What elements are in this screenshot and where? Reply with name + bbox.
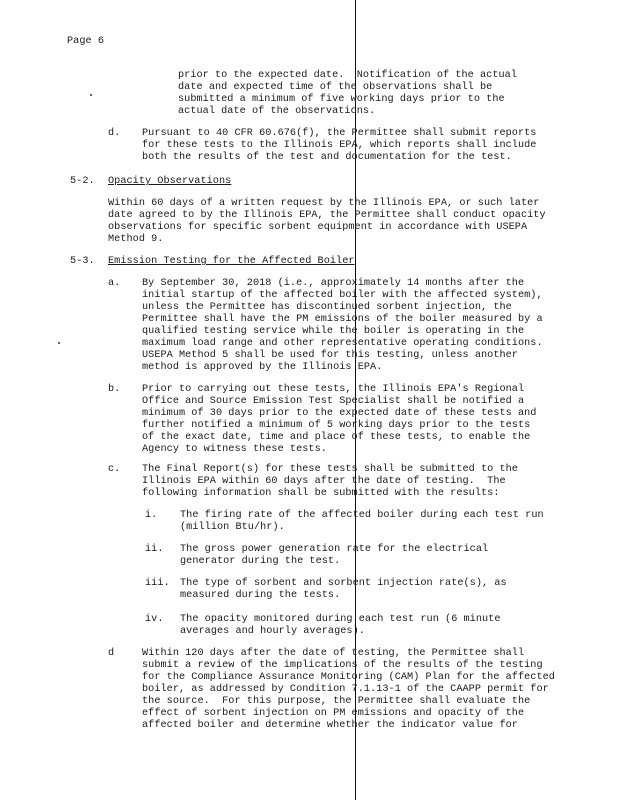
page-number: Page 6 — [67, 36, 104, 47]
text-line: Method 9. — [108, 234, 164, 245]
section-heading: Emission Testing for the Affected Boiler — [108, 256, 355, 267]
text-line: Pursuant to 40 CFR 60.676(f), the Permittee shall submit reports — [142, 128, 537, 139]
text-line: The type of sorbent and sorbent injection rate(s), as — [180, 578, 507, 589]
text-line: the source. For this purpose, the Permittee shall evaluate the — [142, 696, 531, 707]
text-line: initial startup of the affected boiler with the affected system), — [142, 290, 543, 301]
text-line: Agency to witness these tests. — [142, 444, 327, 455]
text-line: Office and Source Emission Test Specialist shall be notified a — [142, 396, 525, 407]
text-line: minimum of 30 days prior to the expected date of these tests and — [142, 408, 537, 419]
text-line: (million Btu/hr). — [180, 522, 285, 533]
item-marker: d. — [108, 128, 121, 139]
text-line: submitted a minimum of five working days prior to the — [178, 94, 505, 105]
scan-speck — [90, 94, 92, 96]
scan-speck — [58, 342, 60, 344]
text-line: effect of sorbent injection on PM emissions and opacity of the — [142, 708, 525, 719]
text-line: following information shall be submitted with the results: — [142, 488, 500, 499]
text-line: unless the Permittee has discontinued sorbent injection, the — [142, 302, 512, 313]
item-marker: d — [108, 648, 115, 659]
text-line: Within 60 days of a written request by the Illinois EPA, or such later — [108, 198, 540, 209]
text-line: The firing rate of the affected boiler during each test run — [180, 510, 544, 521]
section-heading: Opacity Observations — [108, 176, 232, 187]
text-line: actual date of the observations. — [178, 106, 376, 117]
text-line: USEPA Method 5 shall be used for this testing, unless another — [142, 350, 518, 361]
text-line: for these tests to the Illinois EPA, which reports shall include — [142, 140, 537, 151]
subitem-marker: ii. — [145, 544, 164, 555]
text-line: Prior to carrying out these tests, the Illinois EPA's Regional — [142, 384, 525, 395]
text-line: affected boiler and determine whether the indicator value for — [142, 720, 518, 731]
item-marker: b. — [108, 384, 121, 395]
text-line: measured during the tests. — [180, 590, 341, 601]
subitem-marker: iv. — [145, 614, 164, 625]
text-line: The Final Report(s) for these tests shall be submitted to the — [142, 464, 518, 475]
text-line: Illinois EPA within 60 days after the date of testing. The — [142, 476, 506, 487]
text-line: averages and hourly averages). — [180, 626, 365, 637]
text-line: submit a review of the implications of the results of the testing — [142, 660, 543, 671]
item-marker: a. — [108, 278, 121, 289]
text-line: The gross power generation rate for the electrical — [180, 544, 489, 555]
text-line: date and expected time of the observations shall be — [178, 82, 493, 93]
text-line: date agreed to by the Illinois EPA, the Permittee shall conduct opacity — [108, 210, 546, 221]
text-line: prior to the expected date. Notification of the actual — [178, 70, 517, 81]
text-line: of the exact date, time and place of these tests, to enable the — [142, 432, 531, 443]
item-marker: c. — [108, 464, 121, 475]
text-line: both the results of the test and documentation for the test. — [142, 152, 512, 163]
section-number: 5-3. — [70, 256, 95, 267]
text-line: Within 120 days after the date of testing, the Permittee shall — [142, 648, 525, 659]
text-line: method is approved by the Illinois EPA. — [142, 362, 383, 373]
subitem-marker: iii. — [145, 578, 170, 589]
text-line: qualified testing service while the boiler is operating in the — [142, 326, 525, 337]
text-line: The opacity monitored during each test run (6 minute — [180, 614, 501, 625]
text-line: further notified a minimum of 5 working days prior to the tests — [142, 420, 531, 431]
text-line: boiler, as addressed by Condition 7.1.13-1 of the CAAPP permit for — [142, 684, 549, 695]
text-line: generator during the test. — [180, 556, 341, 567]
text-line: for the Compliance Assurance Monitoring (CAM) Plan for the affected — [142, 672, 555, 683]
subitem-marker: i. — [145, 510, 158, 521]
section-number: 5-2. — [70, 176, 95, 187]
text-line: observations for specific sorbent equipment in accordance with USEPA — [108, 222, 528, 233]
text-line: By September 30, 2018 (i.e., approximately 14 months after the — [142, 278, 525, 289]
text-line: maximum load range and other representative operating conditions. — [142, 338, 543, 349]
text-line: Permittee shall have the PM emissions of the boiler measured by a — [142, 314, 543, 325]
